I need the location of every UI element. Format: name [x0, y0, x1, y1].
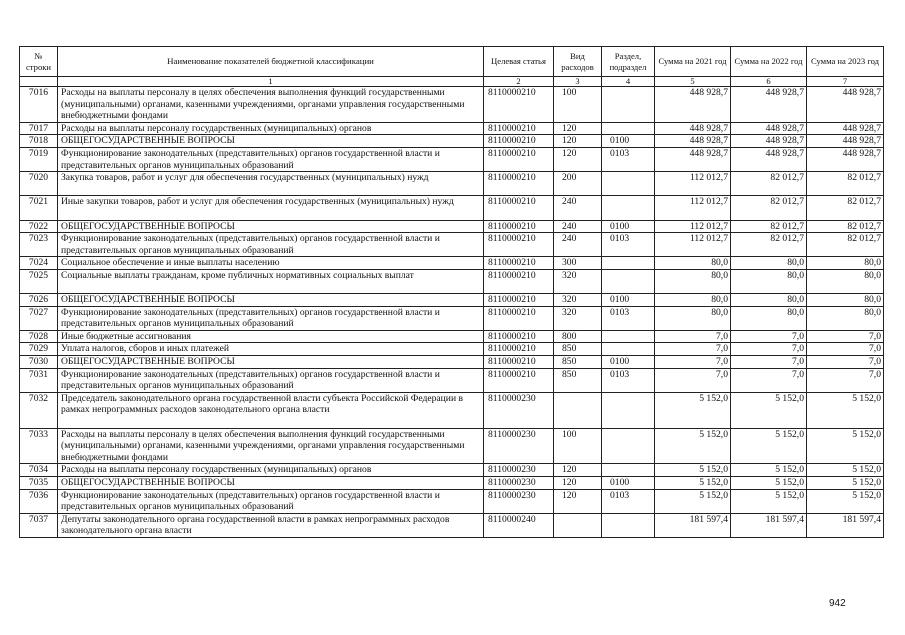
sum-2022: 5 152,0 — [731, 464, 807, 477]
header-razdel: Раздел, подраздел — [602, 47, 655, 77]
indicator-name: Председатель законодательного органа государственной власти субъекта Российской Федерации в рамках непрограммных расходов законодательного органа власти — [58, 392, 484, 428]
indicator-name: ОБЩЕГОСУДАРСТВЕННЫЕ ВОПРОСЫ — [58, 477, 484, 490]
sum-2021: 112 012,7 — [655, 172, 731, 196]
expense-type: 100 — [554, 87, 602, 123]
row-number: 7032 — [20, 392, 58, 428]
table-row — [20, 477, 884, 490]
section-code — [602, 513, 655, 537]
section-code — [602, 269, 655, 293]
row-number: 7026 — [20, 294, 58, 307]
sum-2022: 80,0 — [731, 269, 807, 293]
table-row — [20, 330, 884, 343]
section-code: 0103 — [602, 147, 655, 171]
expense-type: 850 — [554, 368, 602, 392]
target-article: 8110000210 — [484, 233, 554, 257]
column-number: 2 — [484, 77, 554, 87]
sum-2023: 5 152,0 — [807, 428, 884, 464]
budget-table — [19, 46, 884, 538]
sum-2022: 181 597,4 — [731, 513, 807, 537]
sum-2023: 80,0 — [807, 269, 884, 293]
table-row — [20, 428, 884, 464]
target-article: 8110000230 — [484, 392, 554, 428]
row-number: 7023 — [20, 233, 58, 257]
sum-2023: 82 012,7 — [807, 220, 884, 233]
sum-2023: 7,0 — [807, 356, 884, 369]
table-row — [20, 87, 884, 123]
expense-type: 120 — [554, 122, 602, 135]
sum-2021: 112 012,7 — [655, 196, 731, 220]
row-number: 7029 — [20, 343, 58, 356]
section-code: 0100 — [602, 135, 655, 148]
section-code — [602, 428, 655, 464]
sum-2022: 5 152,0 — [731, 428, 807, 464]
table-row — [20, 356, 884, 369]
sum-2021: 80,0 — [655, 257, 731, 270]
section-code: 0103 — [602, 368, 655, 392]
sum-2023: 5 152,0 — [807, 464, 884, 477]
indicator-name: Закупка товаров, работ и услуг для обеспечения государственных (муниципальных) нужд — [58, 172, 484, 196]
sum-2021: 5 152,0 — [655, 489, 731, 513]
sum-2022: 448 928,7 — [731, 87, 807, 123]
column-number: 5 — [655, 77, 731, 87]
expense-type: 320 — [554, 306, 602, 330]
row-number: 7028 — [20, 330, 58, 343]
table-row — [20, 196, 884, 220]
expense-type: 200 — [554, 172, 602, 196]
sum-2023: 5 152,0 — [807, 489, 884, 513]
expense-type: 800 — [554, 330, 602, 343]
expense-type: 100 — [554, 428, 602, 464]
sum-2023: 5 152,0 — [807, 392, 884, 428]
expense-type: 240 — [554, 233, 602, 257]
expense-type: 240 — [554, 220, 602, 233]
table-row — [20, 257, 884, 270]
sum-2021: 7,0 — [655, 368, 731, 392]
column-number: 4 — [602, 77, 655, 87]
column-number: 3 — [554, 77, 602, 87]
column-number — [20, 77, 58, 87]
expense-type — [554, 392, 602, 428]
sum-2021: 5 152,0 — [655, 428, 731, 464]
sum-2021: 448 928,7 — [655, 87, 731, 123]
sum-2022: 82 012,7 — [731, 220, 807, 233]
sum-2022: 7,0 — [731, 356, 807, 369]
target-article: 8110000210 — [484, 87, 554, 123]
indicator-name: Расходы на выплаты персоналу в целях обеспечения выполнения функций государственными (муниципальными) органами, казенными учреждениями, органами управления государственными внебюджетными фондами — [58, 87, 484, 123]
target-article: 8110000210 — [484, 196, 554, 220]
sum-2023: 181 597,4 — [807, 513, 884, 537]
row-number: 7017 — [20, 122, 58, 135]
header-sum-2023: Сумма на 2023 год — [807, 47, 884, 77]
header-row — [20, 47, 884, 77]
section-code: 0103 — [602, 233, 655, 257]
sum-2022: 82 012,7 — [731, 172, 807, 196]
table-row — [20, 135, 884, 148]
indicator-name: ОБЩЕГОСУДАРСТВЕННЫЕ ВОПРОСЫ — [58, 356, 484, 369]
target-article: 8110000230 — [484, 464, 554, 477]
sum-2021: 5 152,0 — [655, 464, 731, 477]
target-article: 8110000230 — [484, 489, 554, 513]
target-article: 8110000240 — [484, 513, 554, 537]
row-number: 7035 — [20, 477, 58, 490]
sum-2021: 448 928,7 — [655, 147, 731, 171]
sum-2021: 5 152,0 — [655, 392, 731, 428]
target-article: 8110000210 — [484, 257, 554, 270]
target-article: 8110000210 — [484, 343, 554, 356]
sum-2023: 448 928,7 — [807, 87, 884, 123]
header-sum-2021: Сумма на 2021 год — [655, 47, 731, 77]
row-number: 7024 — [20, 257, 58, 270]
section-code — [602, 172, 655, 196]
expense-type: 120 — [554, 489, 602, 513]
target-article: 8110000210 — [484, 330, 554, 343]
section-code — [602, 196, 655, 220]
row-number: 7037 — [20, 513, 58, 537]
section-code — [602, 392, 655, 428]
table-row — [20, 392, 884, 428]
row-number: 7036 — [20, 489, 58, 513]
header-row-no: № строки — [20, 47, 58, 77]
table-row — [20, 147, 884, 171]
target-article: 8110000210 — [484, 147, 554, 171]
sum-2022: 82 012,7 — [731, 196, 807, 220]
sum-2021: 80,0 — [655, 294, 731, 307]
header-target: Целевая статья — [484, 47, 554, 77]
row-number: 7022 — [20, 220, 58, 233]
sum-2023: 7,0 — [807, 368, 884, 392]
sum-2023: 448 928,7 — [807, 147, 884, 171]
page-number: 942 — [829, 598, 846, 609]
header-sum-2022: Сумма на 2022 год — [731, 47, 807, 77]
sum-2022: 80,0 — [731, 257, 807, 270]
row-number: 7018 — [20, 135, 58, 148]
section-code — [602, 330, 655, 343]
row-number: 7019 — [20, 147, 58, 171]
column-number: 1 — [58, 77, 484, 87]
sum-2021: 7,0 — [655, 343, 731, 356]
sum-2022: 82 012,7 — [731, 233, 807, 257]
table-row — [20, 122, 884, 135]
sum-2022: 80,0 — [731, 294, 807, 307]
row-number: 7033 — [20, 428, 58, 464]
indicator-name: Социальные выплаты гражданам, кроме публичных нормативных социальных выплат — [58, 269, 484, 293]
indicator-name: Функционирование законодательных (представительных) органов государственной власти и представительных органов муниципальных образований — [58, 306, 484, 330]
target-article: 8110000210 — [484, 294, 554, 307]
table-row — [20, 269, 884, 293]
row-number: 7027 — [20, 306, 58, 330]
section-code — [602, 122, 655, 135]
sum-2022: 80,0 — [731, 306, 807, 330]
column-number-row — [20, 77, 884, 87]
sum-2023: 82 012,7 — [807, 172, 884, 196]
row-number: 7034 — [20, 464, 58, 477]
indicator-name: Расходы на выплаты персоналу в целях обеспечения выполнения функций государственными (муниципальными) органами, казенными учреждениями, органами управления государственными внебюджетными фондами — [58, 428, 484, 464]
indicator-name: ОБЩЕГОСУДАРСТВЕННЫЕ ВОПРОСЫ — [58, 294, 484, 307]
expense-type: 850 — [554, 343, 602, 356]
header-name: Наименование показателей бюджетной классификации — [58, 47, 484, 77]
indicator-name: ОБЩЕГОСУДАРСТВЕННЫЕ ВОПРОСЫ — [58, 135, 484, 148]
sum-2021: 448 928,7 — [655, 135, 731, 148]
sum-2023: 82 012,7 — [807, 233, 884, 257]
target-article: 8110000210 — [484, 135, 554, 148]
row-number: 7025 — [20, 269, 58, 293]
sum-2021: 5 152,0 — [655, 477, 731, 490]
sum-2021: 112 012,7 — [655, 233, 731, 257]
table-row — [20, 489, 884, 513]
sum-2023: 5 152,0 — [807, 477, 884, 490]
indicator-name: Расходы на выплаты персоналу государственных (муниципальных) органов — [58, 122, 484, 135]
expense-type: 850 — [554, 356, 602, 369]
table-row — [20, 306, 884, 330]
section-code: 0103 — [602, 489, 655, 513]
table-row — [20, 368, 884, 392]
sum-2021: 448 928,7 — [655, 122, 731, 135]
section-code: 0100 — [602, 220, 655, 233]
sum-2021: 80,0 — [655, 306, 731, 330]
row-number: 7021 — [20, 196, 58, 220]
table-row — [20, 343, 884, 356]
target-article: 8110000210 — [484, 122, 554, 135]
section-code: 0100 — [602, 477, 655, 490]
indicator-name: Депутаты законодательного органа государственной власти в рамках непрограммных расходов законодательного органа власти — [58, 513, 484, 537]
table-row — [20, 172, 884, 196]
sum-2022: 7,0 — [731, 368, 807, 392]
indicator-name: Уплата налогов, сборов и иных платежей — [58, 343, 484, 356]
sum-2021: 181 597,4 — [655, 513, 731, 537]
indicator-name: Функционирование законодательных (представительных) органов государственной власти и представительных органов муниципальных образований — [58, 368, 484, 392]
table-row — [20, 233, 884, 257]
header-vid: Вид расходов — [554, 47, 602, 77]
expense-type: 120 — [554, 135, 602, 148]
sum-2022: 5 152,0 — [731, 477, 807, 490]
sum-2023: 7,0 — [807, 330, 884, 343]
section-code: 0100 — [602, 294, 655, 307]
expense-type: 320 — [554, 269, 602, 293]
sum-2022: 7,0 — [731, 343, 807, 356]
target-article: 8110000210 — [484, 269, 554, 293]
sum-2022: 448 928,7 — [731, 147, 807, 171]
sum-2021: 7,0 — [655, 330, 731, 343]
column-number: 7 — [807, 77, 884, 87]
sum-2023: 82 012,7 — [807, 196, 884, 220]
sum-2022: 5 152,0 — [731, 489, 807, 513]
sum-2023: 80,0 — [807, 306, 884, 330]
row-number: 7016 — [20, 87, 58, 123]
expense-type — [554, 513, 602, 537]
row-number: 7031 — [20, 368, 58, 392]
target-article: 8110000210 — [484, 356, 554, 369]
expense-type: 120 — [554, 147, 602, 171]
sum-2021: 80,0 — [655, 269, 731, 293]
sum-2023: 448 928,7 — [807, 122, 884, 135]
row-number: 7030 — [20, 356, 58, 369]
section-code: 0100 — [602, 356, 655, 369]
indicator-name: Функционирование законодательных (представительных) органов государственной власти и представительных органов муниципальных образований — [58, 489, 484, 513]
expense-type: 320 — [554, 294, 602, 307]
target-article: 8110000210 — [484, 220, 554, 233]
sum-2022: 7,0 — [731, 330, 807, 343]
section-code — [602, 343, 655, 356]
target-article: 8110000210 — [484, 172, 554, 196]
sum-2023: 448 928,7 — [807, 135, 884, 148]
section-code: 0103 — [602, 306, 655, 330]
sum-2023: 80,0 — [807, 294, 884, 307]
sum-2021: 7,0 — [655, 356, 731, 369]
sum-2022: 5 152,0 — [731, 392, 807, 428]
row-number: 7020 — [20, 172, 58, 196]
target-article: 8110000210 — [484, 306, 554, 330]
column-number: 6 — [731, 77, 807, 87]
sum-2022: 448 928,7 — [731, 135, 807, 148]
indicator-name: ОБЩЕГОСУДАРСТВЕННЫЕ ВОПРОСЫ — [58, 220, 484, 233]
expense-type: 240 — [554, 196, 602, 220]
indicator-name: Функционирование законодательных (представительных) органов государственной власти и представительных органов муниципальных образований — [58, 233, 484, 257]
sum-2022: 448 928,7 — [731, 122, 807, 135]
indicator-name: Функционирование законодательных (представительных) органов государственной власти и представительных органов муниципальных образований — [58, 147, 484, 171]
section-code — [602, 464, 655, 477]
indicator-name: Расходы на выплаты персоналу государственных (муниципальных) органов — [58, 464, 484, 477]
table-row — [20, 294, 884, 307]
indicator-name: Социальное обеспечение и иные выплаты населению — [58, 257, 484, 270]
sum-2023: 80,0 — [807, 257, 884, 270]
table-row — [20, 464, 884, 477]
target-article: 8110000230 — [484, 428, 554, 464]
section-code — [602, 257, 655, 270]
expense-type: 120 — [554, 464, 602, 477]
section-code — [602, 87, 655, 123]
target-article: 8110000210 — [484, 368, 554, 392]
expense-type: 300 — [554, 257, 602, 270]
sum-2023: 7,0 — [807, 343, 884, 356]
indicator-name: Иные бюджетные ассигнования — [58, 330, 484, 343]
target-article: 8110000230 — [484, 477, 554, 490]
sum-2021: 112 012,7 — [655, 220, 731, 233]
table-row — [20, 220, 884, 233]
expense-type: 120 — [554, 477, 602, 490]
indicator-name: Иные закупки товаров, работ и услуг для обеспечения государственных (муниципальных) нужд — [58, 196, 484, 220]
table-row — [20, 513, 884, 537]
